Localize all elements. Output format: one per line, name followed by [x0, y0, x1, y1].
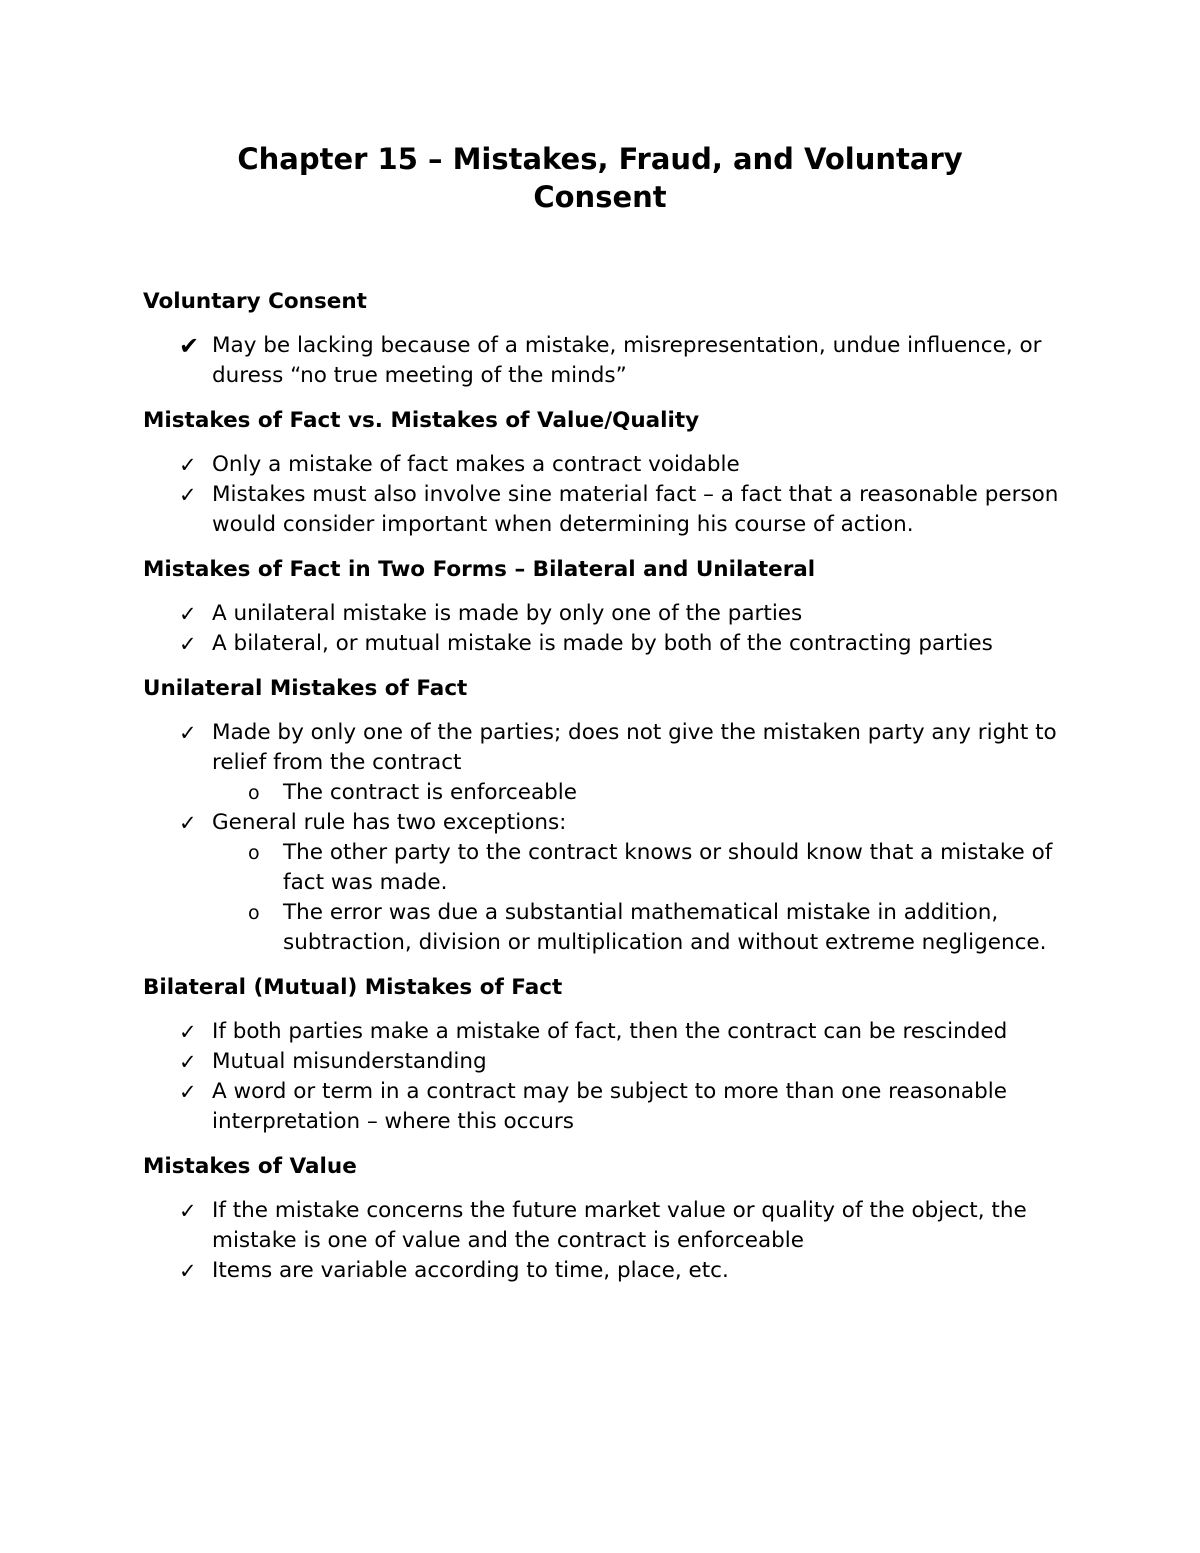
sub-list-item-text: The contract is enforceable [283, 780, 577, 805]
circle-bullet-icon: o [248, 842, 260, 864]
sub-list-item-text: The error was due a substantial mathematical mistake in addition, subtraction, division or multiplication and without extreme negligence. [283, 900, 1047, 955]
list-item-text: A word or term in a contract may be subject to more than one reasonable interpretation – where this occurs [212, 1079, 1007, 1134]
check-icon: ✓ [179, 1080, 197, 1104]
check-icon: ✓ [179, 1020, 197, 1044]
check-icon: ✓ [179, 1050, 197, 1074]
sub-list-item [143, 898, 1083, 958]
section-heading: Mistakes of Fact vs. Mistakes of Value/Quality [143, 408, 700, 433]
list-item-text: A bilateral, or mutual mistake is made by both of the contracting parties [212, 631, 993, 656]
section-mistakes-of-value [143, 1152, 1083, 1286]
page-title-line-2: Consent [533, 180, 667, 214]
check-icon: ✓ [179, 483, 197, 507]
section-heading: Bilateral (Mutual) Mistakes of Fact [143, 975, 563, 1000]
section-two-forms [143, 555, 1083, 659]
list-item-text: Made by only one of the parties; does not give the mistaken party any right to relief from the contract [212, 720, 1057, 775]
circle-bullet-icon: o [248, 902, 260, 924]
list-item [143, 331, 1083, 391]
list-item-text: Mistakes must also involve sine material fact – a fact that a reasonable person would consider important when determining his course of action. [212, 482, 1059, 537]
list-item-text: Mutual misunderstanding [212, 1049, 487, 1074]
document-body [143, 287, 1083, 1301]
check-icon: ✓ [179, 453, 197, 477]
circle-bullet-icon: o [248, 782, 260, 804]
list-item [143, 1196, 1083, 1256]
section-heading: Voluntary Consent [143, 289, 367, 314]
check-icon: ✓ [179, 632, 197, 656]
bullet-list [143, 718, 1083, 958]
list-item-text: If the mistake concerns the future market value or quality of the object, the mistake is one of value and the contract is enforceable [212, 1198, 1027, 1253]
list-item [143, 1017, 1083, 1047]
check-icon: ✓ [179, 602, 197, 626]
section-unilateral-mistakes [143, 674, 1083, 958]
list-item [143, 1256, 1083, 1286]
list-item-text: May be lacking because of a mistake, misrepresentation, undue influence, or duress “no true meeting of the minds” [212, 333, 1042, 388]
check-icon: ✓ [179, 1199, 197, 1223]
section-heading: Unilateral Mistakes of Fact [143, 676, 468, 701]
section-mistakes-fact-vs-value [143, 406, 1083, 540]
check-icon: ✓ [179, 811, 197, 835]
heavy-check-icon: ✔ [179, 332, 200, 360]
sub-list [212, 838, 1083, 958]
bullet-list [143, 450, 1083, 540]
list-item [143, 808, 1083, 958]
bullet-list [143, 331, 1083, 391]
sub-list-item-text: The other party to the contract knows or should know that a mistake of fact was made. [283, 840, 1053, 895]
page-title [150, 140, 1050, 216]
list-item [143, 599, 1083, 629]
sub-list-item [143, 778, 1083, 808]
list-item [143, 629, 1083, 659]
sub-list [212, 778, 1083, 808]
page-title-line-1: Chapter 15 – Mistakes, Fraud, and Voluntary [237, 142, 963, 176]
list-item [143, 450, 1083, 480]
section-heading: Mistakes of Fact in Two Forms – Bilateral and Unilateral [143, 557, 816, 582]
list-item-text: Only a mistake of fact makes a contract voidable [212, 452, 740, 477]
list-item-text: General rule has two exceptions: [212, 810, 567, 835]
section-heading: Mistakes of Value [143, 1154, 357, 1179]
list-item-text: A unilateral mistake is made by only one of the parties [212, 601, 803, 626]
list-item [143, 1047, 1083, 1077]
list-item [143, 1077, 1083, 1137]
list-item [143, 718, 1083, 808]
sub-list-item [143, 838, 1083, 898]
list-item-text: If both parties make a mistake of fact, then the contract can be rescinded [212, 1019, 1008, 1044]
list-item-text: Items are variable according to time, place, etc. [212, 1258, 729, 1283]
list-item [143, 480, 1083, 540]
check-icon: ✓ [179, 721, 197, 745]
section-voluntary-consent [143, 287, 1083, 391]
bullet-list [143, 1196, 1083, 1286]
section-bilateral-mistakes [143, 973, 1083, 1137]
check-icon: ✓ [179, 1259, 197, 1283]
bullet-list [143, 1017, 1083, 1137]
bullet-list [143, 599, 1083, 659]
